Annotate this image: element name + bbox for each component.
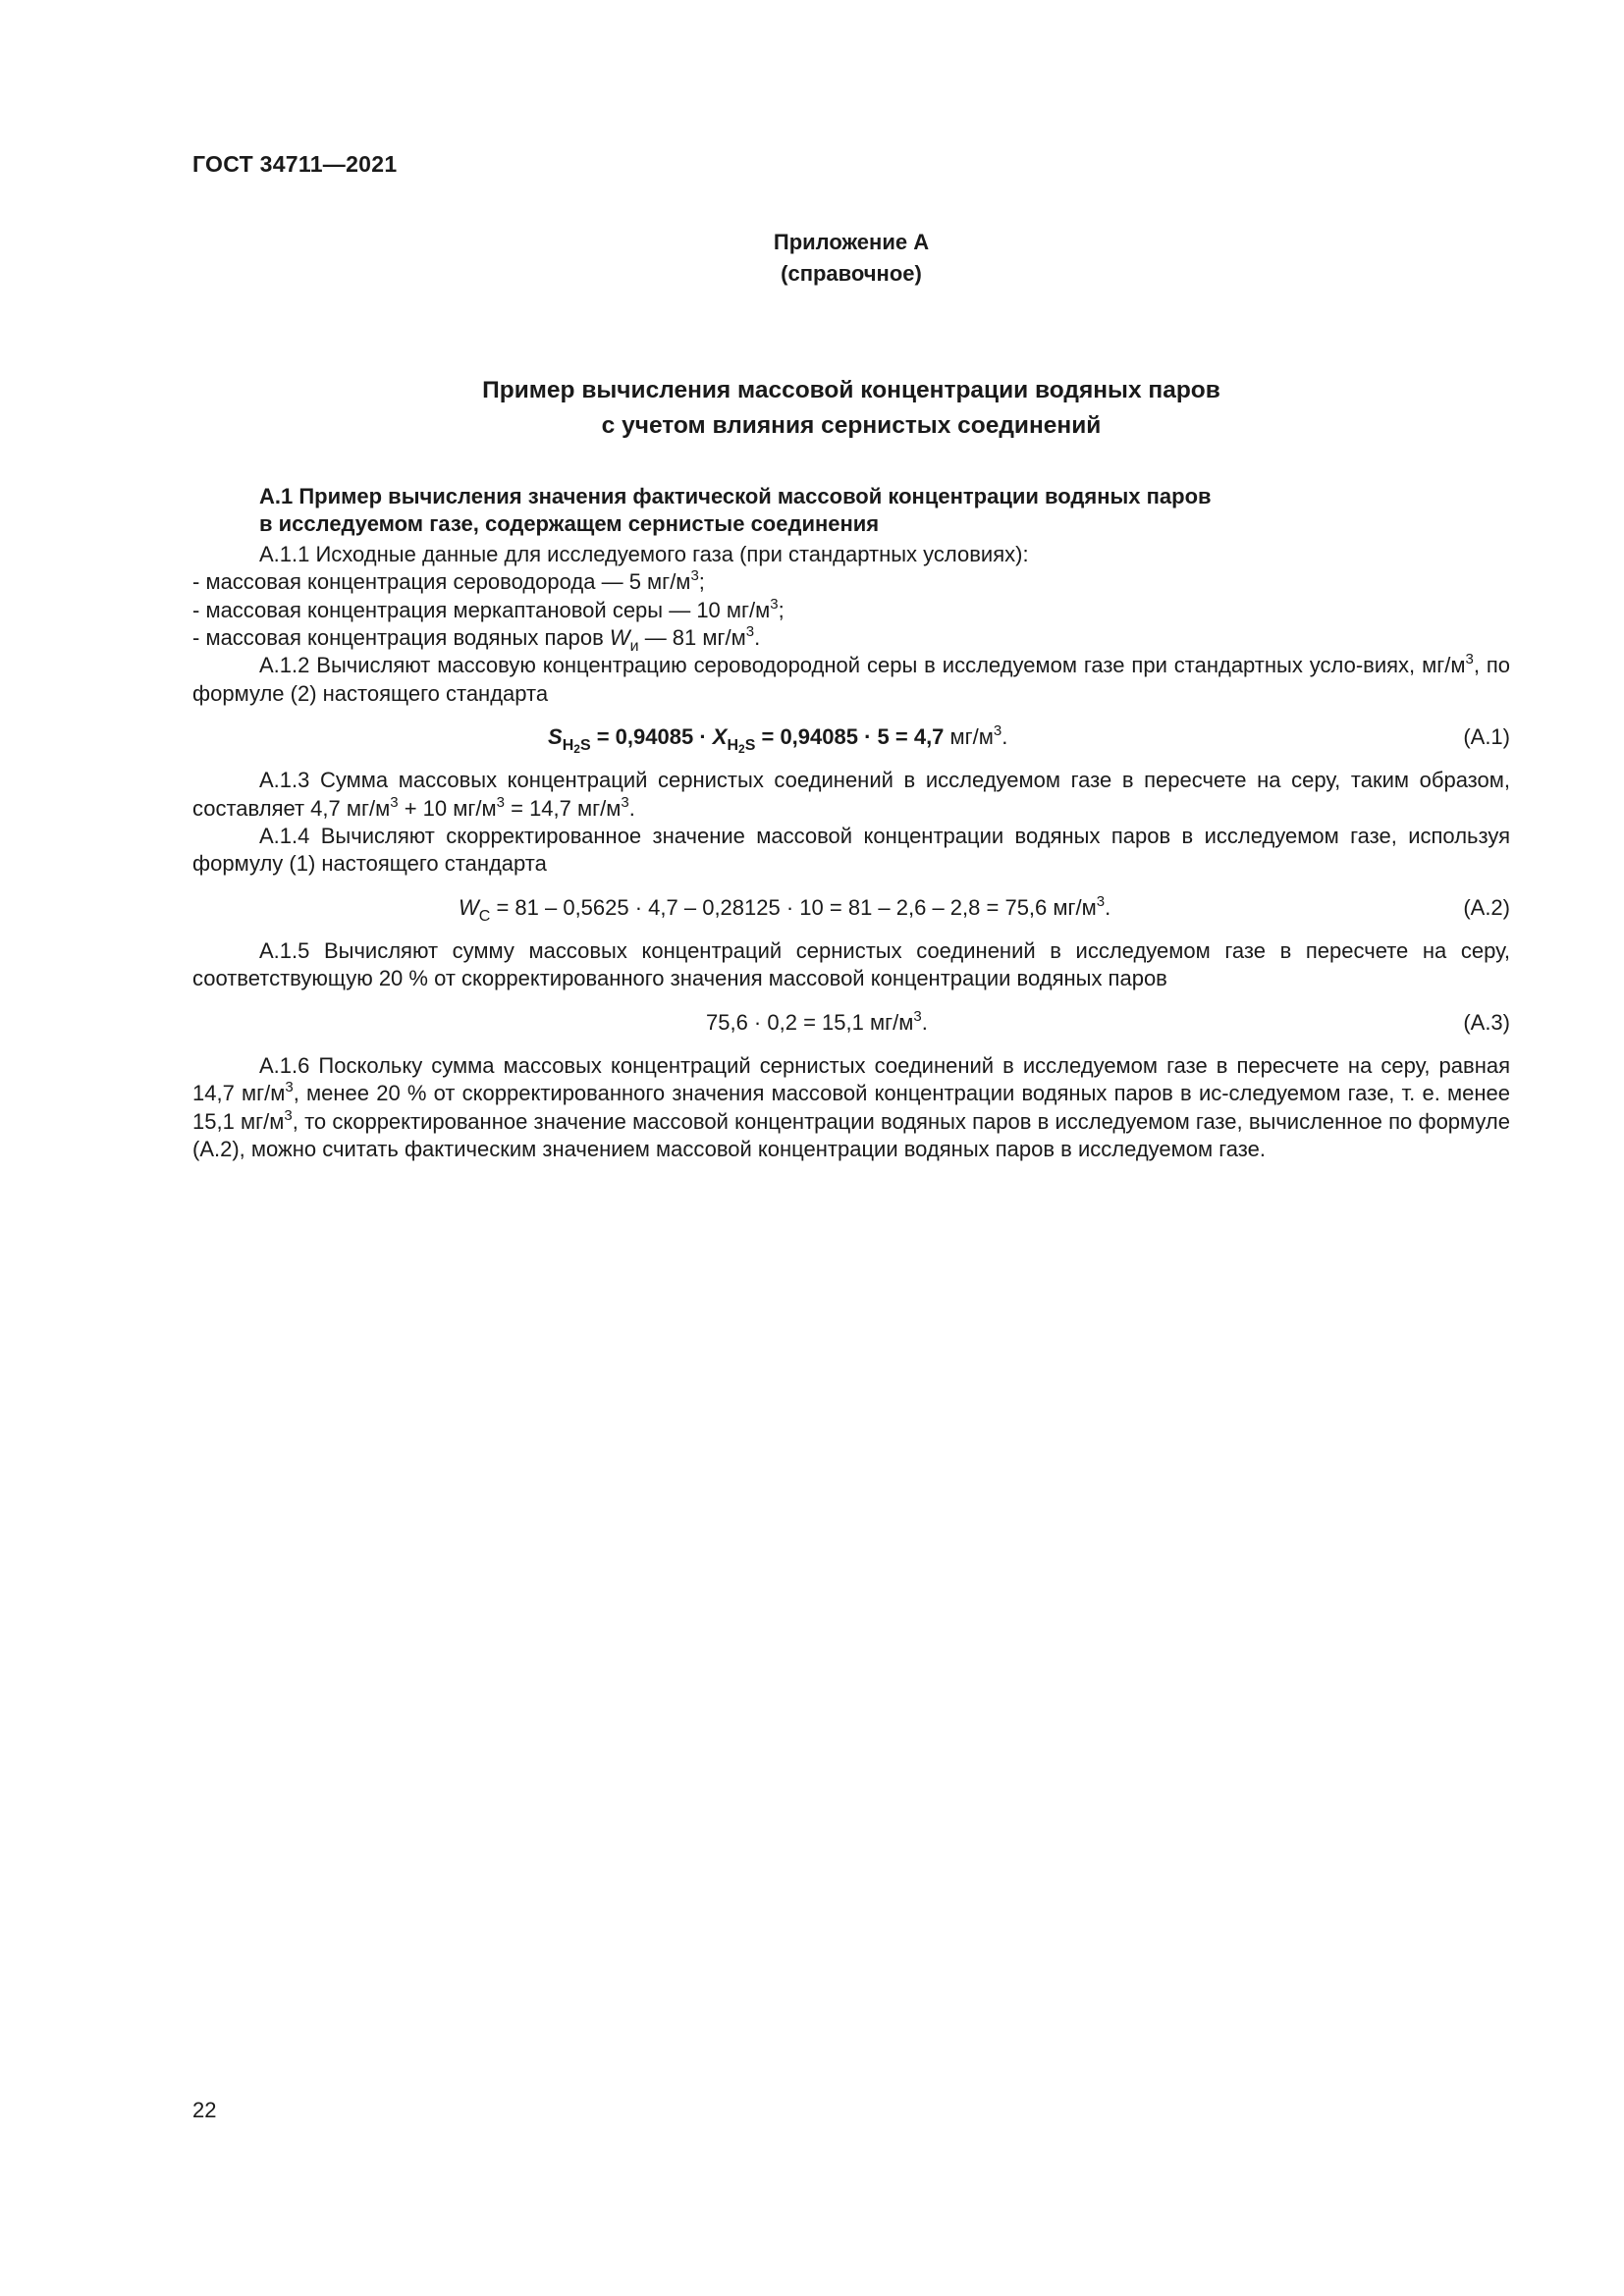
- document-id: ГОСТ 34711—2021: [192, 151, 398, 177]
- formula-a-1-expression: $S_{H2S} = 0,94085 \cdot X_{H2S} = 0,94085 \cdot 5 = 4,7$ $мг/м^3$.: [548, 722, 1008, 757]
- paragraph-a-1-5: А.1.5 Вычисляют сумму массовых концентраций сернистых соединений в исследуемом газе в пересчете на серу, соответствующую 20 % от скорректированного значения массовой концентрации водяных паров: [192, 937, 1510, 991]
- formula-a-2-expression: $W_C = 81 - 0,5625 \cdot 4,7 - 0,28125 \cdot 10 = 81 - 2,6 - 2,8 = 75,6$ $мг/м^3$.: [459, 892, 1111, 925]
- document-page: [192, 0, 1510, 2296]
- paragraph-a-1-6: А.1.6 Поскольку сумма массовых концентраций сернистых соединений в исследуемом газе в пересчете на серу, равная 14,7 $мг/м^3$, менее 20 % от скорректированного значения массовой концентрации водяных паров в ис-следуемом газе, т. е. менее 15,1 $мг/м^3$, то скорректированное значение массовой концентрации водяных паров в исследуемом газе, вычисленное по формуле (А.2), можно считать фактическим значением массовой концентрации водяных паров в исследуемом газе.: [192, 1052, 1511, 1161]
- formula-number: (А.2): [1463, 894, 1510, 920]
- paragraph-a-1-4: А.1.4 Вычисляют скорректированное значение массовой концентрации водяных паров в исследуемом газе, используя формулу (1) настоящего стандарта: [192, 824, 1510, 877]
- appendix-heading: [192, 227, 1510, 290]
- paragraph-a-1-1: А.1.1 Исходные данные для исследуемого газа (при стандартных условиях):: [259, 541, 1029, 566]
- list-item: - массовая концентрация меркаптановой серы — 10 $мг/м^3$;: [192, 595, 785, 622]
- section-heading: [192, 483, 1510, 539]
- formula-a-3: [192, 1009, 1510, 1039]
- section-heading-line2: в исследуемом газе, содержащем сернистые соединения: [259, 511, 880, 537]
- document-body: [192, 483, 1510, 1163]
- page-number: 22: [192, 2098, 217, 2122]
- formula-number: (А.1): [1463, 724, 1510, 750]
- formula-a-2: [192, 894, 1510, 924]
- appendix-title-line2: с учетом влияния сернистых соединений: [601, 412, 1102, 439]
- list-item: - массовая концентрация водяных паров $W_и$ — 81 $мг/м^3$.: [192, 623, 761, 656]
- formula-a-1: [192, 722, 1510, 757]
- paragraph-a-1-2: А.1.2 Вычисляют массовую концентрацию сероводородной серы в исследуемом газе при стандартных усло-виях, $мг/м^3$, по формуле (2) настоящего стандарта: [192, 651, 1511, 706]
- appendix-title: [192, 373, 1510, 444]
- appendix-title-line1: Пример вычисления массовой концентрации водяных паров: [482, 377, 1220, 403]
- section-heading-line1: А.1 Пример вычисления значения фактической массовой концентрации водяных паров: [259, 484, 1212, 508]
- appendix-type: (справочное): [781, 261, 922, 286]
- formula-number: (А.3): [1463, 1009, 1510, 1035]
- appendix-label: Приложение А: [773, 230, 930, 254]
- list-item: - массовая концентрация сероводорода — 5 $мг/м^3$;: [192, 567, 705, 595]
- paragraph-a-1-3: А.1.3 Сумма массовых концентраций сернистых соединений в исследуемом газе в пересчете на серу, таким образом, составляет 4,7 $мг/м^3 + 10$ $мг/м^3 = 14,7$ $мг/м^3$.: [192, 768, 1510, 821]
- formula-a-3-expression: 75,6 · 0,2 = 15,1 $мг/м^3$.: [706, 1007, 928, 1035]
